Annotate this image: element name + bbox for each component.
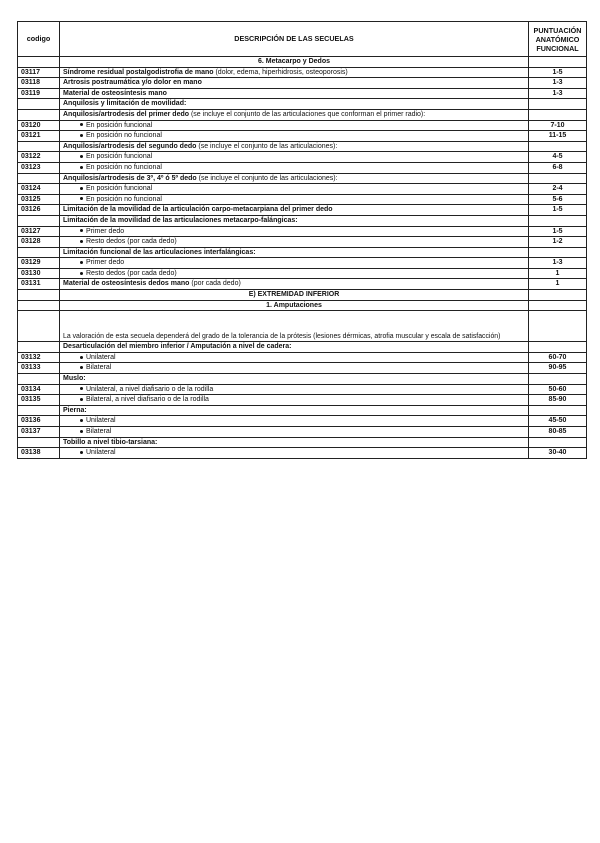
row-points: 1-2 — [529, 237, 587, 248]
table-row — [18, 194, 587, 205]
row-code: 03135 — [18, 395, 60, 406]
row-subtitle: (se incluye el conjunto de las articulaciones): — [196, 174, 338, 182]
row-points — [529, 141, 587, 152]
bullet-text: En posición no funcional — [86, 132, 162, 140]
row-code: 03121 — [18, 131, 60, 142]
bullet-text: En posición no funcional — [86, 163, 162, 171]
row-description — [60, 173, 529, 184]
row-points: 60-70 — [529, 352, 587, 363]
table-row — [18, 384, 587, 395]
row-code: 03124 — [18, 184, 60, 195]
bullet-icon — [80, 240, 83, 243]
row-description — [60, 247, 529, 258]
sequelae-table-page — [17, 21, 586, 459]
table-row — [18, 247, 587, 258]
sequelae-table — [17, 21, 587, 459]
row-description — [60, 152, 529, 163]
bullet-icon — [80, 272, 83, 275]
row-code — [18, 311, 60, 342]
bullet-text: En posición funcional — [86, 153, 153, 161]
row-description — [60, 184, 529, 195]
table-row — [18, 109, 587, 120]
table-row — [18, 152, 587, 163]
row-description — [60, 194, 529, 205]
row-description — [60, 363, 529, 374]
table-row — [18, 78, 587, 89]
row-points — [529, 57, 587, 68]
row-code: 03131 — [18, 279, 60, 290]
row-code: 03126 — [18, 205, 60, 216]
row-points — [529, 109, 587, 120]
row-code — [18, 405, 60, 416]
row-description — [60, 384, 529, 395]
row-subtitle: (dolor, edema, hiperhidrosis, osteoporosis) — [213, 68, 348, 76]
row-description — [60, 205, 529, 216]
section-title: E) EXTREMIDAD INFERIOR — [60, 290, 529, 301]
bullet-icon — [80, 197, 83, 200]
bullet-text: Primer dedo — [86, 259, 125, 267]
table-row — [18, 405, 587, 416]
row-points — [529, 405, 587, 416]
row-points — [529, 311, 587, 342]
row-description — [60, 405, 529, 416]
row-subtitle: (por cada dedo) — [189, 280, 241, 288]
row-code: 03129 — [18, 258, 60, 269]
row-code: 03120 — [18, 120, 60, 131]
row-title: Artrosis postraumática y/o dolor en mano — [63, 79, 202, 87]
row-title: Anquilosis/artrodesis del segundo dedo — [63, 142, 197, 150]
bullet-icon — [80, 134, 83, 137]
row-description — [60, 374, 529, 385]
row-title: Muslo: — [63, 375, 86, 383]
row-points — [529, 342, 587, 353]
table-row — [18, 131, 587, 142]
row-points: 1-3 — [529, 258, 587, 269]
row-code — [18, 99, 60, 110]
table-row — [18, 258, 587, 269]
row-description — [60, 141, 529, 152]
row-description — [60, 395, 529, 406]
table-row — [18, 416, 587, 427]
row-points — [529, 437, 587, 448]
bullet-icon — [80, 229, 83, 232]
row-code: 03123 — [18, 162, 60, 173]
section-title: 6. Metacarpo y Dedos — [60, 57, 529, 68]
row-code — [18, 109, 60, 120]
row-title: Material de osteosíntesis dedos mano — [63, 280, 190, 288]
row-code: 03130 — [18, 268, 60, 279]
row-code: 03134 — [18, 384, 60, 395]
row-description — [60, 437, 529, 448]
bullet-text: Resto dedos (por cada dedo) — [86, 269, 177, 277]
row-code: 03122 — [18, 152, 60, 163]
row-points: 30-40 — [529, 448, 587, 459]
row-title: Limitación de la movilidad de la articulación carpo-metacarpiana del primer dedo — [63, 206, 333, 214]
row-description — [60, 352, 529, 363]
row-points: 85-90 — [529, 395, 587, 406]
table-row — [18, 311, 587, 342]
row-description — [60, 258, 529, 269]
row-code — [18, 342, 60, 353]
row-description — [60, 427, 529, 438]
bullet-text: En posición funcional — [86, 121, 153, 129]
row-points: 50-60 — [529, 384, 587, 395]
row-points: 11-15 — [529, 131, 587, 142]
row-points: 7-10 — [529, 120, 587, 131]
row-code — [18, 290, 60, 301]
row-points — [529, 215, 587, 226]
table-row — [18, 57, 587, 68]
row-title: Síndrome residual postalgodistrofia de mano — [63, 68, 214, 76]
row-points: 6-8 — [529, 162, 587, 173]
bullet-text: Unilateral — [86, 449, 116, 457]
row-points — [529, 300, 587, 311]
table-row — [18, 205, 587, 216]
bullet-icon — [80, 419, 83, 422]
row-subtitle: (se incluye el conjunto de las articulaciones que conforman el primer radio): — [189, 110, 426, 118]
table-row — [18, 448, 587, 459]
table-row — [18, 99, 587, 110]
table-row — [18, 352, 587, 363]
row-description — [60, 67, 529, 78]
row-code: 03128 — [18, 237, 60, 248]
row-code — [18, 141, 60, 152]
row-points: 4-5 — [529, 152, 587, 163]
bullet-text: Bilateral — [86, 428, 112, 435]
row-code: 03119 — [18, 88, 60, 99]
table-row — [18, 290, 587, 301]
row-description — [60, 416, 529, 427]
table-row — [18, 88, 587, 99]
table-row — [18, 226, 587, 237]
row-points: 45-50 — [529, 416, 587, 427]
table-row — [18, 268, 587, 279]
row-description — [60, 226, 529, 237]
row-code: 03136 — [18, 416, 60, 427]
bullet-icon — [80, 123, 83, 126]
table-row — [18, 173, 587, 184]
row-code — [18, 215, 60, 226]
row-code: 03137 — [18, 427, 60, 438]
table-row — [18, 437, 587, 448]
table-row — [18, 374, 587, 385]
table-row — [18, 141, 587, 152]
table-row — [18, 363, 587, 374]
bullet-text: En posición funcional — [86, 185, 153, 193]
row-code: 03132 — [18, 352, 60, 363]
row-code: 03127 — [18, 226, 60, 237]
row-title: Limitación de la movilidad de las articulaciones metacarpo-falángicas: — [63, 216, 298, 224]
row-description — [60, 162, 529, 173]
row-description — [60, 279, 529, 290]
row-title: Limitación funcional de las articulaciones interfalángicas: — [63, 248, 256, 256]
section-note: La valoración de esta secuela dependerá del grado de la tolerancia de la prótesis (lesiones dérmicas, atrofia muscular y escala de satisfacción) — [60, 311, 529, 342]
header-points: PUNTUACIÓN ANATÓMICO FUNCIONAL — [529, 22, 587, 57]
row-points: 1-3 — [529, 78, 587, 89]
table-row — [18, 342, 587, 353]
row-points: 2-4 — [529, 184, 587, 195]
bullet-text: En posición no funcional — [86, 195, 162, 203]
row-subtitle: (se incluye el conjunto de las articulaciones): — [196, 142, 338, 150]
row-code — [18, 374, 60, 385]
row-title: Anquilosis/artrodesis del primer dedo — [63, 110, 190, 118]
row-description — [60, 78, 529, 89]
table-row — [18, 300, 587, 311]
row-points — [529, 173, 587, 184]
bullet-icon — [80, 430, 83, 433]
table-row — [18, 120, 587, 131]
row-points: 80-85 — [529, 427, 587, 438]
row-title: Material de osteosíntesis mano — [63, 89, 167, 97]
row-points: 1-5 — [529, 226, 587, 237]
row-description — [60, 268, 529, 279]
row-code — [18, 57, 60, 68]
bullet-text: Resto dedos (por cada dedo) — [86, 238, 177, 246]
row-title: Desarticulación del miembro inferior / Amputación a nivel de cadera: — [63, 343, 292, 351]
section-title: 1. Amputaciones — [60, 300, 529, 311]
row-description — [60, 215, 529, 226]
row-code — [18, 300, 60, 311]
row-code — [18, 437, 60, 448]
row-points: 90-95 — [529, 363, 587, 374]
bullet-icon — [80, 387, 83, 390]
row-code: 03138 — [18, 448, 60, 459]
row-points: 5-6 — [529, 194, 587, 205]
row-points: 1 — [529, 268, 587, 279]
bullet-icon — [80, 261, 83, 264]
row-description — [60, 131, 529, 142]
row-points: 1-5 — [529, 67, 587, 78]
row-description — [60, 342, 529, 353]
row-description — [60, 88, 529, 99]
table-body — [18, 57, 587, 459]
table-row — [18, 215, 587, 226]
row-title: Anquilosis/artrodesis de 3º, 4º ó 5º dedo — [63, 174, 197, 182]
bullet-icon — [80, 451, 83, 454]
row-points: 1-5 — [529, 205, 587, 216]
row-title: Tobillo a nivel tibio-tarsiana: — [63, 438, 158, 446]
bullet-text: Primer dedo — [86, 227, 125, 235]
row-title: Anquilosis y limitación de movilidad: — [63, 100, 187, 108]
row-description — [60, 109, 529, 120]
row-description — [60, 99, 529, 110]
bullet-icon — [80, 398, 83, 401]
header-description: DESCRIPCIÓN DE LAS SECUELAS — [60, 22, 529, 57]
row-description — [60, 237, 529, 248]
row-code: 03118 — [18, 78, 60, 89]
row-code: 03133 — [18, 363, 60, 374]
table-row — [18, 237, 587, 248]
table-row — [18, 67, 587, 78]
row-points: 1-3 — [529, 88, 587, 99]
row-code: 03117 — [18, 67, 60, 78]
bullet-text: Unilateral — [86, 417, 116, 425]
bullet-icon — [80, 187, 83, 190]
bullet-icon — [80, 155, 83, 158]
row-code — [18, 247, 60, 258]
table-row — [18, 279, 587, 290]
bullet-icon — [80, 366, 83, 369]
bullet-icon — [80, 356, 83, 359]
row-points — [529, 374, 587, 385]
table-row — [18, 162, 587, 173]
bullet-text: Bilateral, a nivel diafisario o de la rodilla — [86, 396, 209, 404]
row-code — [18, 173, 60, 184]
table-row — [18, 184, 587, 195]
table-row — [18, 427, 587, 438]
row-description — [60, 120, 529, 131]
row-description — [60, 448, 529, 459]
row-points: 1 — [529, 279, 587, 290]
row-points — [529, 247, 587, 258]
row-title: Pierna: — [63, 406, 87, 414]
header-code: codigo — [18, 22, 60, 57]
bullet-text: Unilateral — [86, 353, 116, 361]
table-header-row — [18, 22, 587, 57]
row-code: 03125 — [18, 194, 60, 205]
bullet-icon — [80, 166, 83, 169]
row-points — [529, 290, 587, 301]
bullet-text: Unilateral, a nivel diafisario o de la rodilla — [86, 385, 214, 393]
table-row — [18, 395, 587, 406]
row-points — [529, 99, 587, 110]
bullet-text: Bilateral — [86, 364, 112, 372]
